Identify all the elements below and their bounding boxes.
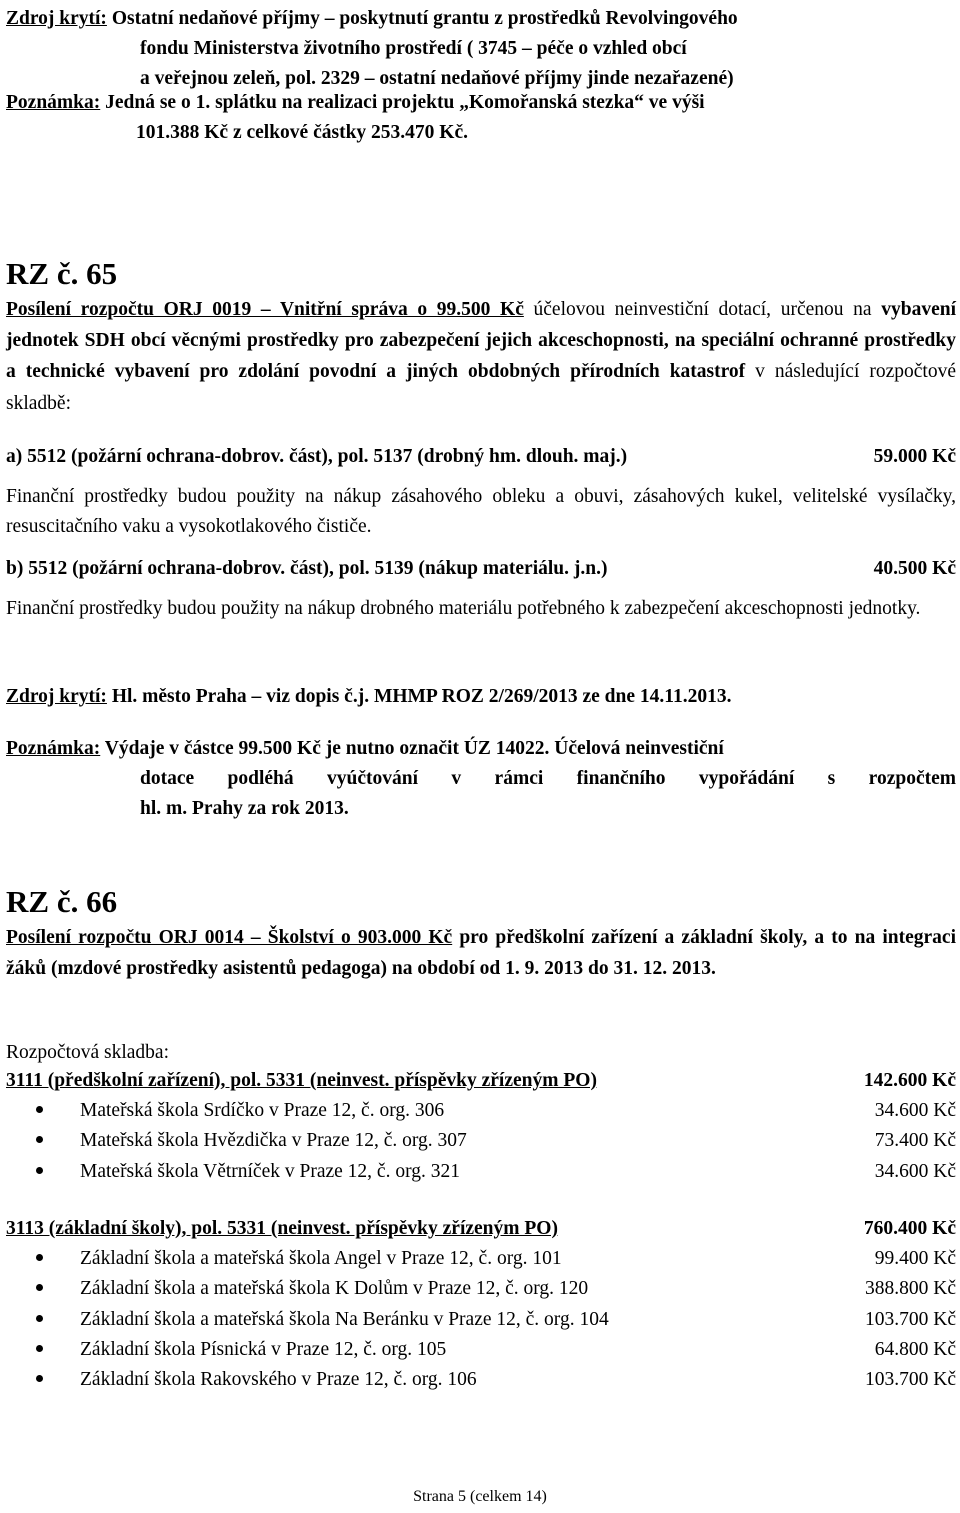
bullet-icon	[36, 1106, 43, 1113]
rz65-intro	[6, 294, 956, 419]
page-footer: Strana 5 (celkem 14)	[413, 1488, 547, 1505]
note-text-2: 101.388 Kč z celkové částky 253.470 Kč.	[136, 122, 468, 144]
rz65-item-b	[6, 554, 956, 584]
group2-amount: 760.400 Kč	[863, 1218, 956, 1239]
list-item	[6, 1365, 956, 1395]
bullet-icon	[36, 1375, 43, 1382]
item-name: Základní škola a mateřská škola Na Beránku v Praze 12, č. org. 104	[80, 1308, 609, 1330]
rz66-group2	[6, 1214, 956, 1395]
rz65-source	[6, 682, 956, 712]
list-item	[6, 1305, 956, 1335]
item-amount: 34.600 Kč	[874, 1160, 956, 1182]
rz65-note-text-2: dotace podléhá vyúčtování v rámci finančního vypořádání s rozpočtem	[140, 768, 956, 790]
rz65-intro-bold: vybavení jednotek SDH obcí věcnými prostředky pro zabezpečení jejich akceschopnosti, na speciální ochranné prostředky a technické vybavení pro zdolání povodní a jiných obdobných přírodních katastrof	[6, 299, 956, 383]
bullet-icon	[36, 1345, 43, 1352]
rz65-b-label: b) 5512 (požární ochrana-dobrov. část), pol. 5139 (nákup materiálu. j.n.)	[6, 558, 608, 579]
note-text-1: Jedná se o 1. splátku na realizaci projektu „Komořanská stezka“ ve výši	[100, 92, 705, 113]
source-text-1: Ostatní nedaňové příjmy – poskytnutí grantu z prostředků Revolvingového	[106, 8, 738, 29]
rz65-intro-3: v následující rozpočtové skladbě:	[6, 361, 956, 414]
list-item	[6, 1274, 956, 1304]
top-note-block	[6, 88, 956, 148]
item-amount: 103.700 Kč	[865, 1308, 956, 1330]
rz65-a-amount: 59.000 Kč	[873, 446, 956, 467]
item-amount: 99.400 Kč	[874, 1248, 956, 1270]
rz65-b-desc: Finanční prostředky budou použity na nákup drobného materiálu potřebného k zabezpečení akceschopnosti jednotky.	[6, 598, 921, 619]
source-text-3: a veřejnou zeleň, pol. 2329 – ostatní nedaňové příjmy jinde nezařazené)	[140, 68, 734, 90]
list-item	[6, 1126, 956, 1156]
list-item	[6, 1335, 956, 1365]
group1-amount: 142.600 Kč	[863, 1070, 956, 1091]
rz66-heading: RZ č. 66	[6, 884, 118, 919]
item-name: Základní škola Písnická v Praze 12, č. org. 105	[80, 1338, 447, 1360]
item-name: Mateřská škola Hvězdička v Praze 12, č. org. 307	[80, 1130, 467, 1152]
rz65-intro-1: účelovou neinvestiční dotací,	[523, 299, 781, 320]
rz65-intro-2: určenou na	[780, 299, 882, 320]
rz65-a-label: a) 5512 (požární ochrana-dobrov. část), pol. 5137 (drobný hm. dlouh. maj.)	[6, 446, 628, 467]
rz65-note	[6, 734, 956, 825]
item-name: Mateřská škola Srdíčko v Praze 12, č. org. 306	[80, 1100, 445, 1122]
rz66-title: Posílení rozpočtu ORJ 0014 – Školství o 903.000 Kč	[6, 927, 453, 948]
bullet-icon	[36, 1136, 43, 1143]
rz66-title-rest: pro předškolní zařízení a základní školy, a to na integraci žáků (mzdové prostředky asistentů pedagoga) na období od 1. 9. 2013 do 31. 12. 2013.	[6, 927, 956, 980]
rz65-heading: RZ č. 65	[6, 256, 118, 291]
item-name: Základní škola a mateřská škola Angel v Praze 12, č. org. 101	[80, 1248, 562, 1270]
item-amount: 73.400 Kč	[874, 1130, 956, 1152]
item-name: Mateřská škola Větrníček v Praze 12, č. org. 321	[80, 1160, 460, 1182]
item-name: Základní škola Rakovského v Praze 12, č. org. 106	[80, 1369, 477, 1391]
rz66-group1	[6, 1066, 956, 1187]
rz65-title: Posílení rozpočtu ORJ 0019 – Vnitřní správa o 99.500 Kč	[6, 299, 524, 320]
rz65-b-amount: 40.500 Kč	[873, 558, 956, 579]
bullet-icon	[36, 1315, 43, 1322]
rz65-source-text: Hl. město Praha – viz dopis č.j. MHMP ROZ 2/269/2013 ze dne 14.11.2013.	[106, 686, 732, 707]
rz65-item-a	[6, 442, 956, 472]
rz65-note-text-1: Výdaje v částce 99.500 Kč je nutno označit ÚZ 14022. Účelová neinvestiční	[100, 738, 724, 759]
rz65-note-text-3: hl. m. Prahy za rok 2013.	[140, 798, 349, 820]
rz65-note-label: Poznámka:	[6, 738, 101, 759]
bullet-icon	[36, 1254, 43, 1261]
item-name: Základní škola a mateřská škola K Dolům v Praze 12, č. org. 120	[80, 1278, 589, 1300]
item-amount: 34.600 Kč	[874, 1100, 956, 1122]
list-item	[6, 1244, 956, 1274]
rz65-source-label: Zdroj krytí:	[6, 686, 107, 707]
item-amount: 64.800 Kč	[874, 1338, 956, 1360]
item-amount: 388.800 Kč	[865, 1278, 956, 1300]
rz66-intro	[6, 922, 956, 984]
item-amount: 103.700 Kč	[865, 1369, 956, 1391]
group1-label: 3111 (předškolní zařízení), pol. 5331 (neinvest. příspěvky zřízeným PO)	[6, 1070, 597, 1091]
group2-label: 3113 (základní školy), pol. 5331 (neinvest. příspěvky zřízeným PO)	[6, 1218, 558, 1239]
source-label: Zdroj krytí:	[6, 8, 107, 29]
bullet-icon	[36, 1167, 43, 1174]
list-item	[6, 1157, 956, 1187]
list-item	[6, 1096, 956, 1126]
source-text-2: fondu Ministerstva životního prostředí ( 3745 – péče o vzhled obcí	[140, 38, 687, 60]
top-source-block	[6, 4, 956, 95]
bullet-icon	[36, 1284, 43, 1291]
rz66-skladba-label: Rozpočtová skladba:	[6, 1042, 169, 1063]
note-label: Poznámka:	[6, 92, 101, 113]
rz65-a-desc: Finanční prostředky budou použity na nákup zásahového obleku a obuvi, zásahových kukel, velitelské vysílačky, resuscitačního vaku a vysokotlakového čističe.	[6, 486, 956, 538]
